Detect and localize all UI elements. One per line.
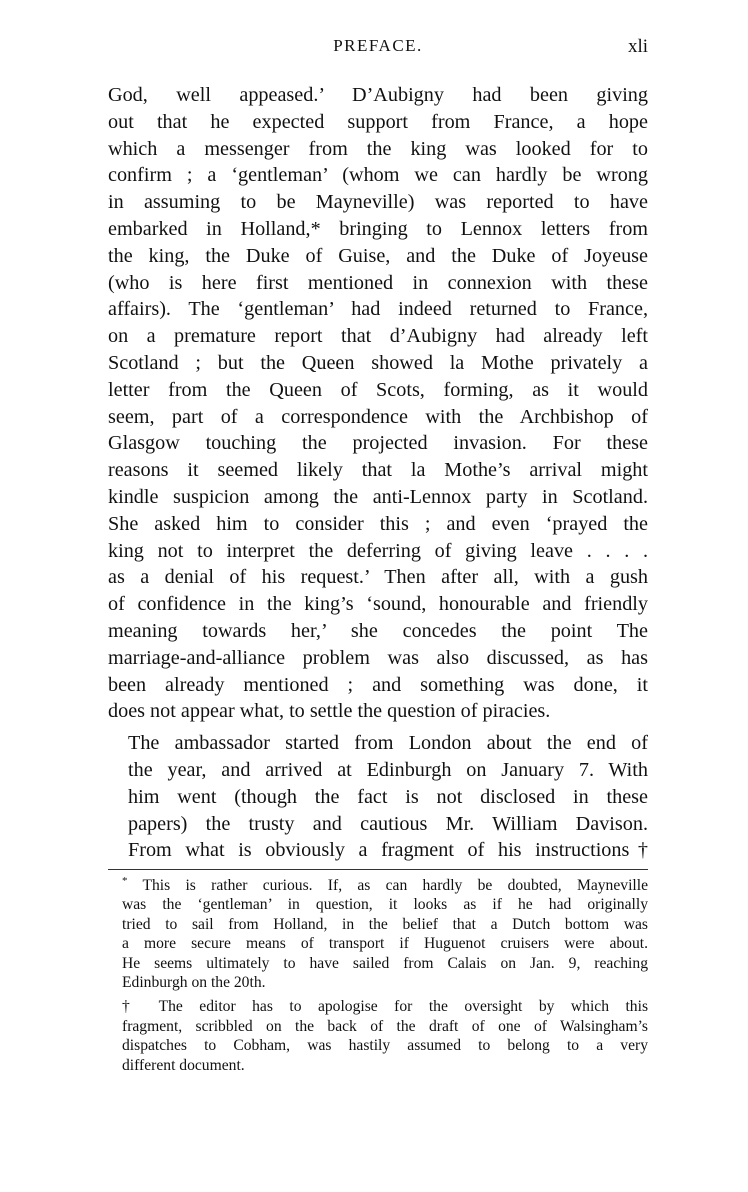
text-line: king not to interpret the deferring of giving leave . . . . <box>108 539 648 562</box>
footnote-line: The editor has to apologise for the oversight by which this <box>158 998 649 1016</box>
text-line: reasons it seemed likely that la Mothe’s arrival might <box>108 459 648 482</box>
text-line: of confidence in the king’s ‘sound, honourable and friendly <box>108 593 648 616</box>
footnote-1 <box>108 876 648 992</box>
text-line: as a denial of his request.’ Then after all, with a gush <box>108 566 648 589</box>
text-line: papers) the trusty and cautious Mr. William Davison. <box>128 812 648 835</box>
text-line: been already mentioned ; and something was done, it <box>108 673 648 696</box>
text-line: She asked him to consider this ; and even ‘prayed the <box>108 512 648 535</box>
text-line: him went (though the fact is not disclosed in these <box>128 785 648 808</box>
text-line: God, well appeased.’ D’Aubigny had been giving <box>108 84 648 106</box>
paragraph-1 <box>108 82 648 725</box>
text-line: which a messenger from the king was looked for to <box>108 137 648 160</box>
footnote-mark: † <box>122 998 143 1016</box>
page-header <box>108 36 648 62</box>
text-line: confirm ; a ‘gentleman’ (whom we can hardly be wrong <box>108 164 648 187</box>
footnote-mark: * <box>122 874 128 887</box>
running-head: PREFACE. <box>333 36 423 55</box>
footnote-line: This is rather curious. If, as can hardly be doubted, Mayneville <box>142 877 648 894</box>
text-line: seem, part of a correspondence with the Archbishop of <box>108 405 648 428</box>
footnote-line: Edinburgh on the 20th. <box>122 974 266 992</box>
body-text <box>108 82 648 864</box>
text-line: the year, and arrived at Edinburgh on January 7. With <box>128 758 648 781</box>
text-line: affairs). The ‘gentleman’ had indeed returned to France, <box>108 298 648 321</box>
text-line: From what is obviously a fragment of his instructions† <box>128 839 648 862</box>
footnote-line: fragment, scribbled on the back of the draft of one of Walsingham’s <box>122 1017 648 1035</box>
text-line: embarked in Holland,* bringing to Lennox letters from <box>108 217 648 240</box>
paragraph-2 <box>108 730 648 864</box>
text-line: marriage-and-alliance problem was also discussed, as has <box>108 646 648 669</box>
footnote-line: tried to sail from Holland, in the belief that a Dutch bottom was <box>122 915 648 933</box>
footnote-line: He seems ultimately to have sailed from Calais on Jan. 9, reaching <box>122 954 648 972</box>
footnote-2 <box>108 997 648 1075</box>
footnote-line: a more secure means of transport if Huguenot cruisers were about. <box>122 935 648 953</box>
text-line: the king, the Duke of Guise, and the Duke of Joyeuse <box>108 244 648 267</box>
text-line: Glasgow touching the projected invasion. For these <box>108 432 648 455</box>
footnote-line: was the ‘gentleman’ in question, it looks as if he had originally <box>122 896 648 914</box>
text-line: meaning towards her,’ she concedes the point The <box>108 619 648 642</box>
text-line: does not appear what, to settle the question of piracies. <box>108 700 551 723</box>
text-line: out that he expected support from France, a hope <box>108 110 648 133</box>
text-line: The ambassador started from London about the end of <box>128 732 648 755</box>
footnote-rule <box>108 869 648 870</box>
text-line: (who is here first mentioned in connexion with these <box>108 271 648 294</box>
footnote-line: different document. <box>122 1056 245 1074</box>
text-line: in assuming to be Mayneville) was reported to have <box>108 191 648 214</box>
page-number: xli <box>627 36 648 57</box>
text-line: Scotland ; but the Queen showed la Mothe privately a <box>108 351 648 374</box>
text-line: on a premature report that d’Aubigny had already left <box>108 325 648 348</box>
text-line: kindle suspicion among the anti-Lennox party in Scotland. <box>108 485 648 508</box>
text-line: letter from the Queen of Scots, forming, as it would <box>108 378 648 401</box>
footnote-line: dispatches to Cobham, was hastily assumed to belong to a very <box>122 1037 648 1055</box>
footnotes <box>108 876 648 1075</box>
